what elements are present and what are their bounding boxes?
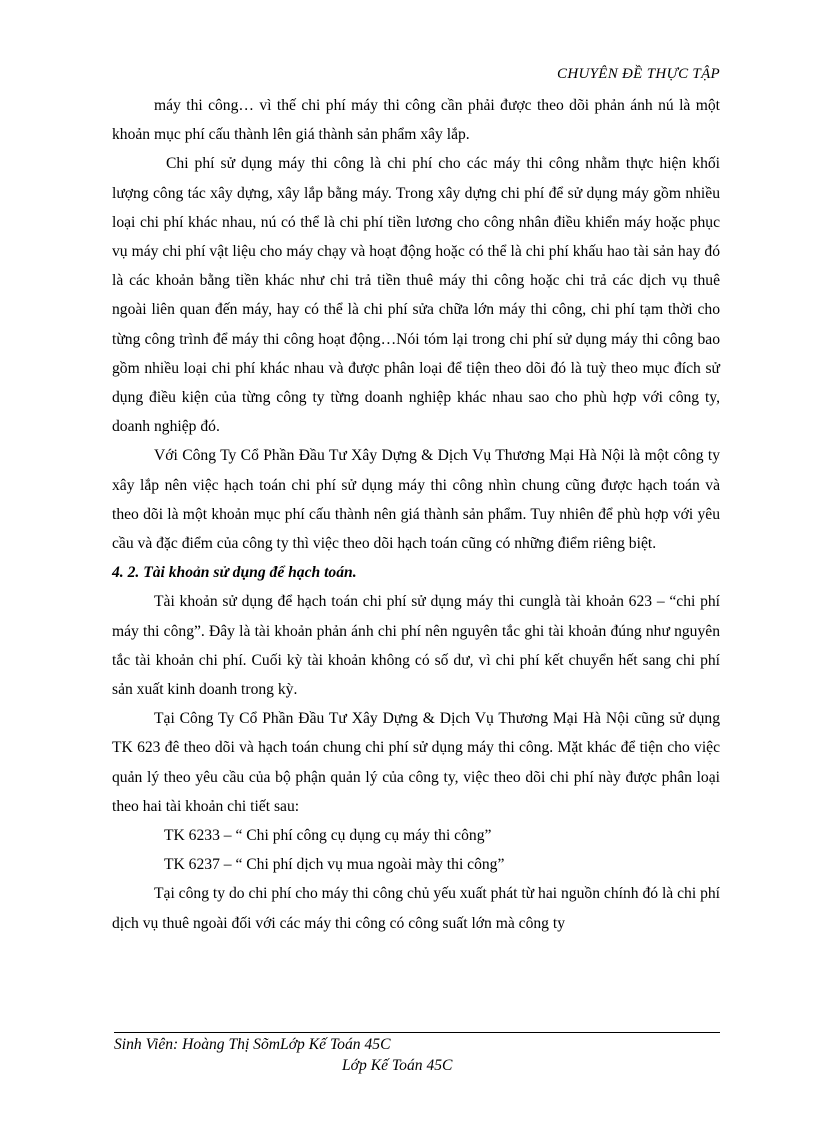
account-item-6237: TK 6237 – “ Chi phí dịch vụ mua ngoài mày thi công” <box>164 856 505 874</box>
footer-class: Lớp Kế Toán 45C <box>342 1057 453 1074</box>
section-heading: 4. 2. Tài khoản sử dụng để hạch toán. <box>112 564 357 582</box>
paragraph-4: Tài khoản sử dụng để hạch toán chi phí sử dụng máy thi cunglà tài khoản 623 – “chi phí máy thi công”. Đây là tài khoản phản ánh chi phí nên nguyên tắc ghi tài khoản đúng như nguyên tắc tài khoản chi phí. Cuối kỳ tài khoản không có số dư, vì chi phí kết chuyển hết sang chi phí sản xuất kinh doanh trong kỳ. <box>112 593 720 699</box>
paragraph-2: Chi phí sử dụng máy thi công là chi phí cho các máy thi công nhằm thực hiện khối lượng công tác xây dựng, xây lắp bằng máy. Trong xây dựng chi phí để sử dụng máy gồm nhiều loại chi phí khác nhau, nú có thể là chi phí tiền lương cho công nhân điều khiển máy hoặc phục vụ máy chi phí vật liệu cho máy chạy và hoạt động hoặc có thể là chi phí khấu hao tài sản hay đó là các khoản bằng tiền khác như chi trả tiền thuê máy thi công hoặc chi trả các dịch vụ thuê ngoài liên quan đến máy, hay có thể là chi phí sửa chữa lớn máy thi công, chi phí tạm thời cho từng công trình để máy thi công hoạt động…Nói tóm lại trong chi phí sử dụng máy thi công bao gồm nhiều loại chi phí khác nhau và được phân loại để tiện theo dõi đó là tuỳ theo mục đích sử dụng điều kiện của từng công ty từng doanh nghiệp khác nhau sao cho phù hợp với công ty, doanh nghiệp đó. <box>112 155 720 436</box>
paragraph-3: Với Công Ty Cổ Phần Đầu Tư Xây Dựng & Dịch Vụ Thương Mại Hà Nội là một công ty xây lắp nên việc hạch toán chi phí sử dụng máy thi công nhìn chung cũng được hạch toán và theo dõi là một khoản mục phí cấu thành nên giá thành sản phẩm. Tuy nhiên để phù hợp với yêu cầu và đặc điểm của công ty thì việc theo dõi hạch toán cũng có những điểm riêng biệt. <box>112 447 720 553</box>
footer-divider <box>114 1032 720 1033</box>
paragraph-5: Tại Công Ty Cổ Phần Đầu Tư Xây Dựng & Dịch Vụ Thương Mại Hà Nội cũng sử dụng TK 623 đê theo dõi và hạch toán chung chi phí sử dụng máy thi công. Mặt khác để tiện cho việc quản lý theo yêu cầu của bộ phận quản lý của công ty, việc theo dõi chi phí này được phân loại theo hai tài khoản chi tiết sau: <box>112 710 720 815</box>
document-header: CHUYÊN ĐỀ THỰC TẬP <box>557 66 720 82</box>
paragraph-6: Tại công ty do chi phí cho máy thi công chủ yếu xuất phát từ hai nguồn chính đó là chi phí dịch vụ thuê ngoài đối với các máy thi công có công suất lớn mà công ty <box>112 885 720 932</box>
account-item-6233: TK 6233 – “ Chi phí công cụ dụng cụ máy thi công” <box>164 827 492 845</box>
document-body <box>112 91 720 938</box>
paragraph-1: máy thi công… vì thế chi phí máy thi công cần phải được theo dõi phản ánh nú là một khoản mục phí cấu thành lên giá thành sản phẩm xây lắp. <box>112 97 720 144</box>
footer-student: Sinh Viên: Hoàng Thị SõmLớp Kế Toán 45C <box>114 1036 391 1053</box>
